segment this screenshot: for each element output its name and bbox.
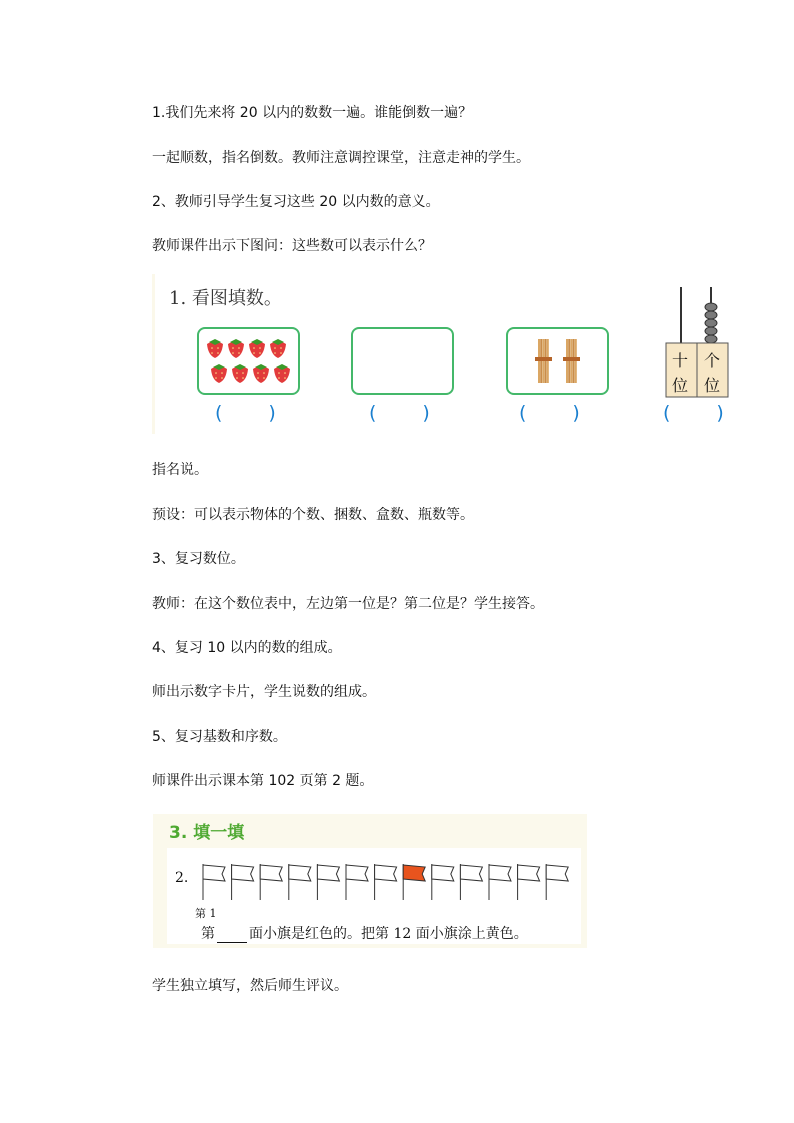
- flag-icon: [518, 864, 540, 900]
- paragraph-4: 教师课件出示下图问：这些数可以表示什么？: [152, 238, 432, 254]
- abacus-bead: [705, 319, 717, 327]
- flag-icon: [289, 864, 311, 900]
- strawberry-icon: [270, 339, 286, 358]
- abacus-bead: [705, 335, 717, 343]
- strawberry-group: [199, 329, 298, 393]
- strawberry-box: [197, 327, 300, 395]
- red-flag-icon: [403, 864, 425, 900]
- paragraph-9: 4、复习 10 以内的数的组成。: [152, 640, 342, 656]
- flag-icon: [317, 864, 339, 900]
- strawberry-icon: [211, 364, 227, 383]
- strawberry-icon: [253, 364, 269, 383]
- question-number: 2.: [175, 870, 189, 886]
- figure-title: 3. 填一填: [169, 823, 245, 843]
- flag-icon: [460, 864, 482, 900]
- paragraph-1: 1.我们先来将 20 以内的数数一遍。谁能倒数一遍？: [152, 105, 473, 121]
- paragraph-7: 3、复习数位。: [152, 551, 245, 567]
- answer-paren-1: ( ): [215, 402, 276, 424]
- figure-fill-numbers: [152, 274, 731, 434]
- stick-bundle-icon: [563, 339, 580, 383]
- abacus-bead: [705, 327, 717, 335]
- answer-blank[interactable]: [217, 928, 247, 943]
- stick-bundle-icon: [535, 339, 552, 383]
- tens-place-label: 位: [672, 376, 689, 395]
- paragraph-3: 2、教师引导学生复习这些 20 以内数的意义。: [152, 194, 440, 210]
- paragraph-8: 教师：在这个数位表中，左边第一位是？第二位是？学生接答。: [152, 596, 544, 612]
- abacus-bead: [705, 303, 717, 311]
- question-sentence: 第 面小旗是红色的。把第 12 面小旗涂上黄色。: [201, 926, 528, 942]
- flag-icon: [375, 864, 397, 900]
- paragraph-13: 学生独立填写，然后师生评议。: [152, 978, 348, 994]
- tens-label: 十: [672, 351, 689, 370]
- paragraph-6: 预设：可以表示物体的个数、捆数、盒数、瓶数等。: [152, 507, 474, 523]
- figure-flags: [153, 814, 587, 948]
- flag-icon: [260, 864, 282, 900]
- paragraph-11: 5、复习基数和序数。: [152, 729, 287, 745]
- flag-icon: [489, 864, 511, 900]
- flag-icon: [432, 864, 454, 900]
- figure-title: 1. 看图填数。: [169, 288, 282, 309]
- flag-icon: [232, 864, 254, 900]
- stick-bundle-group: [508, 329, 607, 393]
- abacus-bead: [705, 311, 717, 319]
- flag-question: [167, 848, 581, 944]
- answer-paren-4: ( ): [663, 402, 724, 424]
- flag-icon: [546, 864, 568, 900]
- ones-label: 个: [704, 351, 721, 370]
- strawberry-icon: [228, 339, 244, 358]
- empty-box: [351, 327, 454, 395]
- strawberry-icon: [207, 339, 223, 358]
- flag-icon: [203, 864, 225, 900]
- strawberry-icon: [249, 339, 265, 358]
- bundle-box: [506, 327, 609, 395]
- answer-paren-2: ( ): [369, 402, 430, 424]
- paragraph-10: 师出示数字卡片，学生说数的组成。: [152, 684, 376, 700]
- answer-paren-3: ( ): [519, 402, 580, 424]
- abacus-place-chart: [665, 287, 729, 399]
- first-flag-label: 第 1: [195, 907, 217, 920]
- strawberry-icon: [232, 364, 248, 383]
- flag-row: [199, 862, 579, 902]
- paragraph-2: 一起顺数，指名倒数。教师注意调控课堂，注意走神的学生。: [152, 150, 530, 166]
- ones-place-label: 位: [704, 376, 721, 395]
- flag-icon: [346, 864, 368, 900]
- paragraph-5: 指名说。: [152, 462, 208, 478]
- paragraph-12: 师课件出示课本第 102 页第 2 题。: [152, 773, 374, 789]
- strawberry-icon: [274, 364, 290, 383]
